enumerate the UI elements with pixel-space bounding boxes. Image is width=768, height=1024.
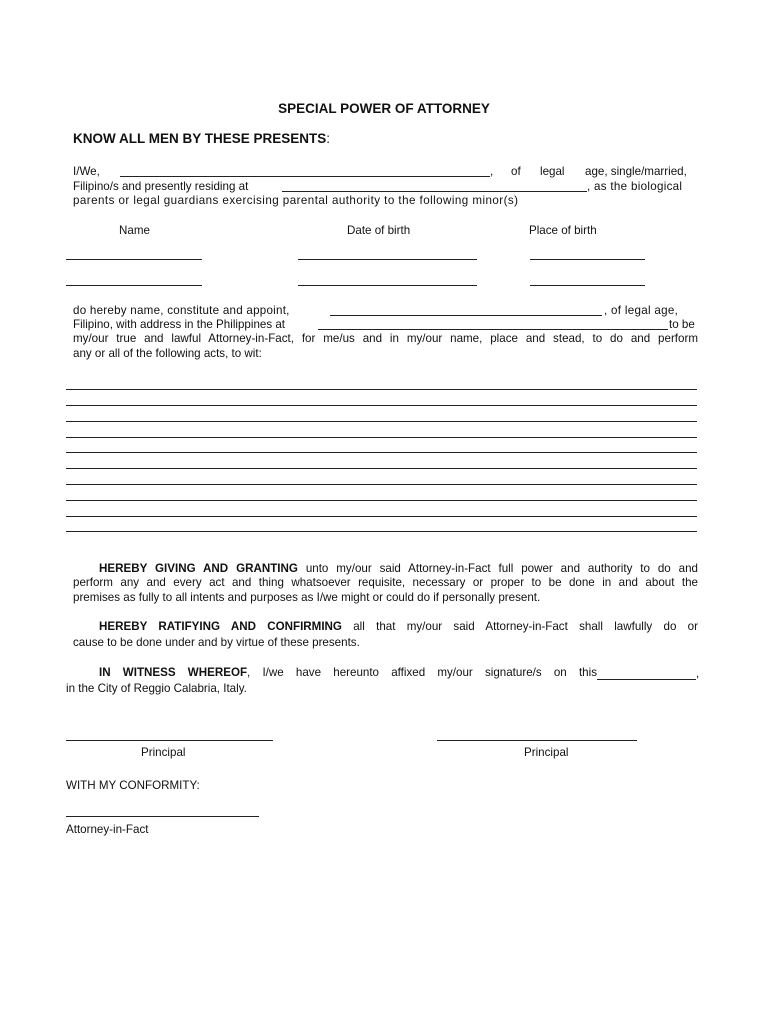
date-blank[interactable] [597, 679, 696, 680]
principal-right-signature-line[interactable] [437, 740, 637, 741]
minor1-name-blank[interactable] [66, 259, 202, 260]
acts-line[interactable] [66, 531, 697, 532]
ratifying-bold: HEREBY RATIFYING AND CONFIRMING [99, 620, 342, 633]
ratifying-line1 [99, 620, 698, 635]
document-title: SPECIAL POWER OF ATTORNEY [278, 101, 490, 116]
acts-line[interactable] [66, 405, 697, 406]
acts-line[interactable] [66, 437, 697, 438]
conformity-label: WITH MY CONFORMITY: [66, 779, 200, 792]
attorney-address-blank[interactable] [318, 329, 668, 330]
principal-right-label: Principal [524, 746, 569, 759]
granting-line2: perform any and every act and thing whatsoever requisite, necessary or proper to be done in and about the [73, 576, 698, 589]
know-all-colon: : [326, 131, 331, 146]
principal-left-signature-line[interactable] [66, 740, 273, 741]
acts-line[interactable] [66, 389, 697, 390]
ratifying-rest1: all that my/our said Attorney-in-Fact shall lawfully do or [353, 620, 698, 633]
intro-as-biological: , as the biological [587, 180, 683, 193]
intro-of: of [511, 165, 521, 178]
name-blank[interactable] [120, 176, 490, 177]
minors-col-dob: Date of birth [347, 224, 411, 237]
acts-line[interactable] [66, 468, 697, 469]
acts-line[interactable] [66, 421, 697, 422]
appoint-line4: any or all of the following acts, to wit: [73, 347, 262, 360]
know-all-text: KNOW ALL MEN BY THESE PRESENTS [73, 131, 327, 146]
acts-line[interactable] [66, 516, 697, 517]
granting-line3: premises as fully to all intents and purposes as I/we might or could do if personally present. [73, 591, 541, 604]
appoint-line1-end: , of legal age, [604, 304, 679, 317]
appoint-line1-start: do hereby name, constitute and appoint, [73, 304, 290, 317]
granting-line1 [99, 562, 698, 577]
attorney-label: Attorney-in-Fact [66, 823, 149, 836]
witness-bold: IN WITNESS WHEREOF [99, 666, 248, 679]
minors-col-name: Name [119, 224, 150, 237]
granting-rest1: unto my/our said Attorney-in-Fact full power and authority to do and [305, 562, 698, 575]
minor1-pob-blank[interactable] [530, 259, 645, 260]
know-all-heading [73, 131, 330, 146]
witness-line2: in the City of Reggio Calabria, Italy. [66, 682, 247, 695]
intro-parents: parents or legal guardians exercising parental authority to the following minor(s) [73, 194, 519, 207]
acts-line[interactable] [66, 484, 697, 485]
minors-col-pob: Place of birth [529, 224, 597, 237]
minor2-pob-blank[interactable] [530, 285, 645, 286]
attorney-signature-line[interactable] [66, 816, 259, 817]
attorney-name-blank[interactable] [330, 315, 602, 316]
appoint-line2-end: to be [669, 318, 695, 331]
acts-line[interactable] [66, 500, 697, 501]
residence-blank[interactable] [282, 191, 587, 192]
appoint-line3: my/our true and lawful Attorney-in-Fact, for me/us and in my/our name, place and stead, to do and perform [73, 332, 698, 345]
appoint-line2-start: Filipino, with address in the Philippines at [73, 318, 286, 331]
granting-bold: HEREBY GIVING AND GRANTING [99, 562, 298, 575]
witness-end: , [696, 667, 700, 680]
minor2-dob-blank[interactable] [298, 285, 477, 286]
principal-left-label: Principal [141, 746, 186, 759]
intro-comma: , [490, 165, 494, 178]
acts-line[interactable] [66, 452, 697, 453]
intro-age-status: age, single/married, [585, 165, 687, 178]
minor2-name-blank[interactable] [66, 285, 202, 286]
ratifying-line2: cause to be done under and by virtue of these presents. [73, 636, 360, 649]
witness-rest1: , I/we have hereunto affixed my/our signature/s on this [247, 666, 597, 679]
intro-iwe: I/We, [73, 165, 100, 178]
intro-residing: Filipino/s and presently residing at [73, 180, 249, 193]
intro-legal: legal [540, 165, 565, 178]
witness-line1 [99, 666, 597, 681]
minor1-dob-blank[interactable] [298, 259, 477, 260]
